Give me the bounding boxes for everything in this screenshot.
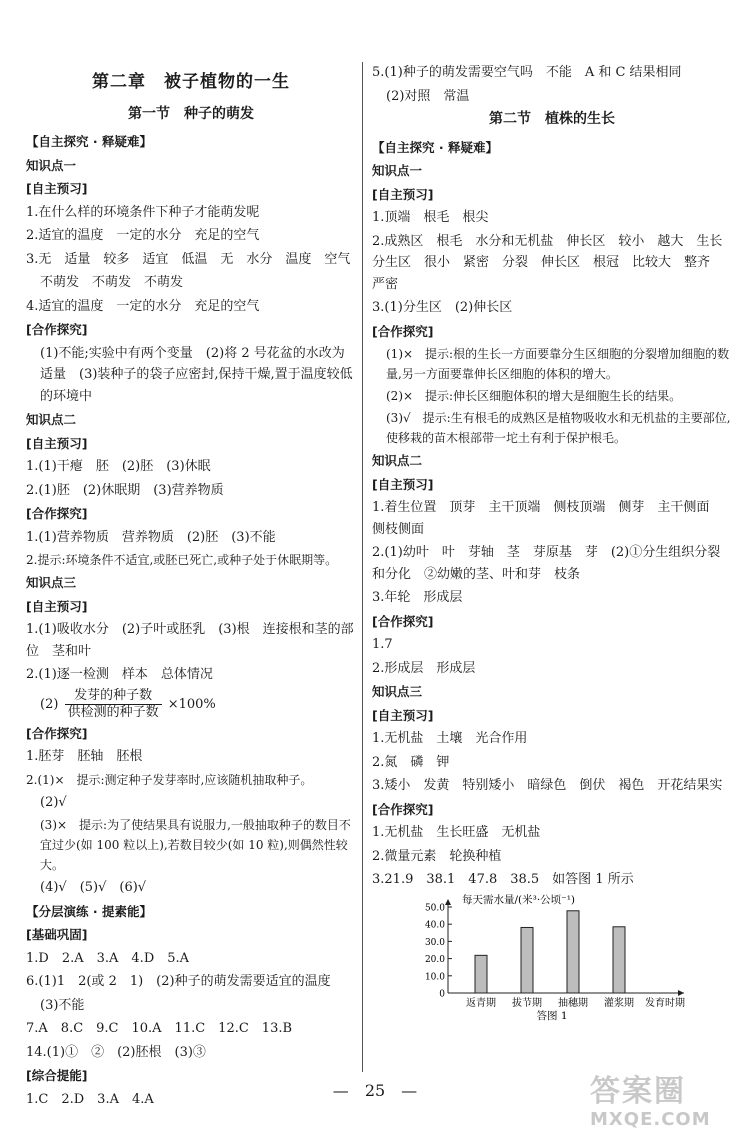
r-kp3-coop-label: [合作探究] [372, 801, 434, 817]
bar-灌浆期 [613, 926, 625, 992]
kp3-frac-suffix: ×100% [167, 696, 216, 712]
r-kp1-heading: 知识点一 [372, 163, 423, 178]
y-origin-label: 0 [439, 989, 445, 999]
fraction-denominator: 供检测的种子数 [67, 704, 159, 720]
water-demand-chart [412, 893, 692, 1023]
kp1-line3: 3.无 适量 较多 适宜 低温 无 水分 温度 空气 [26, 251, 351, 267]
chart-caption: 答图 1 [536, 1009, 568, 1022]
r-kp3-coop3: 3.21.9 38.1 47.8 38.5 如答图 1 所示 [372, 872, 634, 887]
r-kp1-coop3: (3)√ 提示:生有根毛的成熟区是植物吸收水和无机盐的主要部位,使移栽的苗木根部带一坨土有利于保护根毛。 [386, 411, 731, 445]
r-heading-zizhu: 【自主探究 · 释疑难】 [372, 139, 498, 155]
r-kp3-coop1: 1.无机盐 生长旺盛 无机盐 [372, 825, 541, 840]
kp3-frac-prefix: (2) [40, 696, 59, 712]
r-kp3-heading: 知识点三 [372, 684, 423, 699]
r-kp3-preview-label: [自主预习] [372, 707, 434, 723]
x-tick-label: 灌浆期 [604, 997, 634, 1009]
bar-拔节期 [521, 927, 533, 993]
y-tick-label: 40.0 [424, 920, 445, 931]
kp3-fraction-line [26, 688, 356, 721]
kp2-heading: 知识点二 [26, 412, 77, 427]
r-kp3-line1: 1.无机盐 土壤 光合作用 [372, 731, 528, 746]
x-tick-label: 抽穗期 [558, 997, 588, 1009]
chart-body [425, 899, 685, 1009]
kp2-coop2: 2.提示:环境条件不适宜,或胚已死亡,或种子处于休眠期等。 [26, 553, 338, 567]
bar-抽穗期 [567, 910, 579, 992]
kp1-line1: 1.在什么样的环境条件下种子才能萌发呢 [26, 204, 260, 220]
r-kp2-coop2: 2.形成层 形成层 [372, 660, 476, 676]
kp3-coop-label: [合作探究] [26, 725, 88, 741]
basic-line3: 7.A 8.C 9.C 10.A 11.C 12.C 13.B [26, 1021, 293, 1036]
r-kp1-line3: 3.(1)分生区 (2)伸长区 [372, 300, 513, 315]
basic-label: [基础巩固] [26, 927, 88, 942]
kp3-coop3: (2)√ [40, 794, 67, 810]
r-kp2-coop-label: [合作探究] [372, 613, 434, 629]
kp1-line3b: 不萌发 不萌发 不萌发 [40, 275, 184, 290]
kp1-line2: 2.适宜的温度 一定的水分 充足的空气 [26, 228, 260, 243]
page-footer: — 25 — [332, 1081, 418, 1100]
kp3-coop5: (4)√ (5)√ (6)√ [40, 880, 147, 895]
chart-title: 每天需水量/(米³·公顷⁻¹) [462, 893, 576, 906]
watermark-logo-text: 答案圈 [590, 1074, 686, 1109]
kp3-coop1: 1.胚芽 胚轴 胚根 [26, 749, 143, 764]
r-kp1-line1: 1.顶端 根毛 根尖 [372, 210, 489, 225]
x-axis-arrow [678, 990, 684, 996]
kp2-coop1: 1.(1)营养物质 营养物质 (2)胚 (3)不能 [26, 529, 276, 545]
right-column [372, 60, 736, 1023]
y-tick-label: 30.0 [424, 937, 445, 948]
kp3-line1: 1.(1)吸收水分 (2)子叶或胚乳 (3)根 连接根和茎的部位 茎和叶 [26, 622, 354, 659]
kp1-line4: 4.适宜的温度 一定的水分 充足的空气 [26, 298, 260, 314]
r-item5b: (2)对照 常温 [386, 88, 470, 104]
kp1-coop-label: [合作探究] [26, 322, 88, 337]
kp2-coop-label: [合作探究] [26, 506, 88, 521]
r-kp2-heading: 知识点二 [372, 453, 423, 468]
r-kp2-preview-label: [自主预习] [372, 476, 434, 492]
heading-zizhu: 【自主探究 · 释疑难】 [26, 134, 152, 149]
r-kp1-preview-label: [自主预习] [372, 186, 434, 202]
kp1-heading: 知识点一 [26, 157, 77, 173]
kp3-coop4: (3)× 提示:为了使结果具有说服力,一般抽取种子的数目不宜过少(如 100 粒以上),若数目较少(如 10 粒),则偶然性较大。 [40, 818, 351, 872]
r-kp2-line2: 2.(1)幼叶 叶 芽轴 茎 芽原基 芽 (2)①分生组织分裂和分化 ②幼嫩的茎、叶和芽 枝条 [372, 545, 721, 582]
x-tick-label: 返青期 [466, 997, 496, 1009]
x-tick-label: 拔节期 [512, 997, 542, 1009]
chart-svg [412, 893, 692, 1023]
r-kp1-coop1: (1)× 提示:根的生长一方面要靠分生区细胞的分裂增加细胞的数量,另一方面要靠伸长区细胞的体积的增大。 [386, 347, 730, 381]
kp1-preview-label: [自主预习] [26, 181, 88, 196]
y-tick-label: 50.0 [424, 903, 445, 913]
site-watermark [590, 1074, 740, 1134]
comprehensive-line1: 1.C 2.D 3.A 4.A [26, 1091, 154, 1107]
kp2-preview-label: [自主预习] [26, 435, 88, 451]
section-title-2: 第二节 植株的生长 [489, 111, 615, 127]
r-kp2-line3: 3.年轮 形成层 [372, 590, 463, 605]
basic-line1: 1.D 2.A 3.A 4.D 5.A [26, 950, 190, 966]
column-divider [362, 62, 363, 1072]
r-kp1-coop-label: [合作探究] [372, 323, 434, 339]
y-tick-label: 20.0 [424, 954, 445, 965]
r-kp1-line2: 2.成熟区 根毛 水分和无机盐 伸长区 较小 越大 生长 分生区 很小 紧密 分裂 伸长区 根冠 比较大 整齐 严密 [372, 233, 736, 292]
germination-fraction [65, 688, 162, 721]
basic-line2: 6.(1)1 2(或 2 1) (2)种子的萌发需要适宜的温度 [26, 974, 331, 989]
kp2-line1: 1.(1)干瘪 胚 (2)胚 (3)休眠 [26, 459, 211, 474]
r-kp3-line3: 3.矮小 发黄 特别矮小 暗绿色 倒伏 褐色 开花结果实 [372, 778, 723, 793]
watermark-url: MXQE.COM [590, 1109, 711, 1130]
basic-line2b: (3)不能 [40, 997, 85, 1013]
heading-fenceng: 【分层演练 · 提素能】 [26, 903, 152, 919]
bar-返青期 [475, 955, 487, 993]
basic-line4: 14.(1)① ② (2)胚根 (3)③ [26, 1044, 206, 1060]
comprehensive-label: [综合提能] [26, 1068, 88, 1083]
r-kp2-line1: 1.着生位置 顶芽 主干顶端 侧枝顶端 侧芽 主干侧面 侧枝侧面 [372, 500, 723, 537]
r-kp1-coop2: (2)× 提示:伸长区细胞体积的增大是细胞生长的结果。 [386, 389, 682, 403]
x-tick-label: 发育时期 [645, 997, 685, 1009]
r-item5: 5.(1)种子的萌发需要空气吗 不能 A 和 C 结果相同 [372, 65, 682, 80]
kp3-coop2: 2.(1)× 提示:测定种子发芽率时,应该随机抽取种子。 [26, 772, 313, 787]
r-kp3-coop2: 2.微量元素 轮换种植 [372, 848, 502, 864]
fraction-numerator: 发芽的种子数 [65, 688, 162, 705]
kp3-preview-label: [自主预习] [26, 598, 88, 614]
y-tick-label: 10.0 [424, 971, 445, 982]
page-number: 25 [364, 1081, 386, 1100]
r-kp2-coop1: 1.7 [372, 637, 393, 652]
kp3-heading: 知识点三 [26, 575, 77, 590]
left-column [26, 60, 356, 1112]
r-kp3-line2: 2.氮 磷 钾 [372, 754, 450, 770]
kp3-line2: 2.(1)逐一检测 样本 总体情况 [26, 667, 213, 682]
y-axis-arrow [445, 899, 451, 905]
section-title-1: 第一节 种子的萌发 [128, 105, 254, 122]
kp2-line2: 2.(1)胚 (2)休眠期 (3)营养物质 [26, 482, 224, 498]
chapter-title: 第二章 被子植物的一生 [92, 72, 290, 92]
kp1-coop-text: (1)不能;实验中有两个变量 (2)将 2 号花盆的水改为适量 (3)装种子的袋子应密封,保持干燥,置于温度较低的环境中 [40, 345, 353, 404]
